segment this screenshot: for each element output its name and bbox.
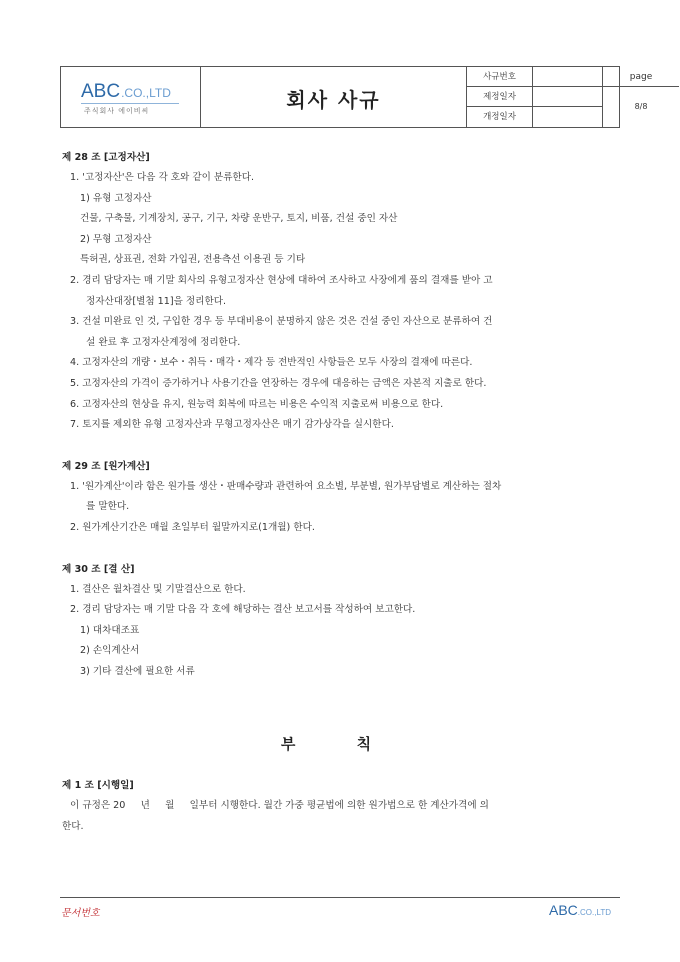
article-28-item-6: 6. 고정자산의 현상을 유지, 원능력 회복에 따르는 비용은 수익적 지출로써 비용으로 한다. bbox=[70, 398, 444, 410]
regulation-number-label: 사규번호 bbox=[467, 67, 533, 87]
appendix-article-1-title: 제 1 조 [시행일] bbox=[62, 780, 134, 791]
article-29-item-2: 2. 원가계산기간은 매월 초일부터 월말까지로(1개월) 한다. bbox=[70, 521, 315, 533]
page-number: 8/8 bbox=[634, 102, 648, 111]
enactment-date-label: 제정일자 bbox=[467, 87, 533, 107]
article-28-item-7: 7. 토지를 제외한 유형 고정자산과 무형고정자산은 매기 감가상각을 실시한다. bbox=[70, 419, 394, 431]
title-cell bbox=[201, 67, 467, 127]
article-28-item-1: 1. '고정자산'은 다음 각 호와 같이 분류한다. bbox=[70, 172, 255, 183]
article-28-item-2: 2. 경리 담당자는 매 기말 회사의 유형고정자산 현상에 대하여 조사하고 사장에게 품의 결재를 받아 고 bbox=[70, 274, 493, 286]
appendix-article-1-text: 이 규정은 20 년 월 일부터 시행한다. 월간 가중 평균법에 의한 원가법으로 한 계산가격에 의 bbox=[70, 800, 489, 811]
regulation-body bbox=[62, 148, 622, 682]
appendix-section bbox=[62, 776, 622, 837]
footer-divider bbox=[60, 897, 620, 898]
article-30-sub-2: 2) 손익계산서 bbox=[80, 645, 140, 657]
logo-wordmark: ABC.CO.,LTD bbox=[81, 81, 171, 102]
article-29-title: 제 29 조 [원가계산] bbox=[62, 460, 150, 472]
logo-underline bbox=[81, 103, 179, 104]
article-30-item-1: 1. 결산은 월차결산 및 기말결산으로 한다. bbox=[70, 583, 246, 595]
article-30-sub-3: 3) 기타 결산에 필요한 서류 bbox=[80, 665, 195, 677]
article-28-title: 제 28 조 [고정자산] bbox=[62, 152, 150, 163]
document-number-label: 문서번호 bbox=[61, 908, 100, 919]
article-28-sub-1: 1) 유형 고정자산 bbox=[80, 192, 152, 204]
article-28-sub-2-desc: 특허권, 상표권, 전화 가입권, 전용측선 이용권 등 기타 bbox=[80, 254, 306, 266]
article-28-sub-1-desc: 건물, 구축물, 기계장치, 공구, 기구, 차량 운반구, 토지, 비품, 건설 중인 자산 bbox=[80, 213, 398, 225]
appendix-article-1-text-cont: 한다. bbox=[62, 820, 84, 832]
company-logo bbox=[61, 67, 201, 127]
document-title: 회사 사규 bbox=[286, 88, 381, 112]
document-header bbox=[60, 66, 653, 128]
revision-date-value bbox=[533, 107, 603, 127]
article-28-item-3-cont: 설 완료 후 고정자산계정에 정리한다. bbox=[86, 336, 241, 348]
appendix-heading: 부 칙 bbox=[280, 735, 400, 753]
article-28-item-5: 5. 고정자산의 가격이 증가하거나 사용기간을 연장하는 경우에 대응하는 금액은 자본적 지출로 한다. bbox=[70, 377, 487, 389]
article-29-item-1-cont: 를 말한다. bbox=[86, 501, 130, 513]
enactment-date-value bbox=[533, 87, 603, 107]
regulation-number-value bbox=[533, 67, 603, 87]
article-30-sub-1: 1) 대차대조표 bbox=[80, 624, 140, 636]
article-28-item-4: 4. 고정자산의 개량・보수・취득・매각・제각 등 전반적인 사항들은 모두 사장의 결재에 따른다. bbox=[70, 357, 473, 369]
revision-date-label: 개정일자 bbox=[467, 107, 533, 127]
article-30-item-2: 2. 경리 담당자는 매 기말 다음 각 호에 해당하는 결산 보고서를 작성하여 보고한다. bbox=[70, 604, 416, 616]
article-28-item-3: 3. 건설 미완료 인 것, 구입한 경우 등 부대비용이 분명하지 않은 것은 건설 중인 자산으로 분류하여 건 bbox=[70, 316, 493, 328]
article-29-item-1: 1. '원가계산'이라 함은 원가를 생산・판매수량과 관련하여 요소별, 부분별, 원가부담별로 계산하는 절차 bbox=[70, 480, 502, 492]
page-label: page bbox=[603, 67, 679, 87]
article-28-item-2-cont: 정자산대장[별첨 11]을 정리한다. bbox=[86, 295, 227, 307]
article-28-sub-2: 2) 무형 고정자산 bbox=[80, 233, 152, 245]
logo-korean-name: 주식회사 에이비씨 bbox=[84, 107, 150, 115]
article-30-title: 제 30 조 [결 산] bbox=[62, 563, 135, 575]
footer-logo: ABC.CO.,LTD bbox=[549, 902, 611, 918]
